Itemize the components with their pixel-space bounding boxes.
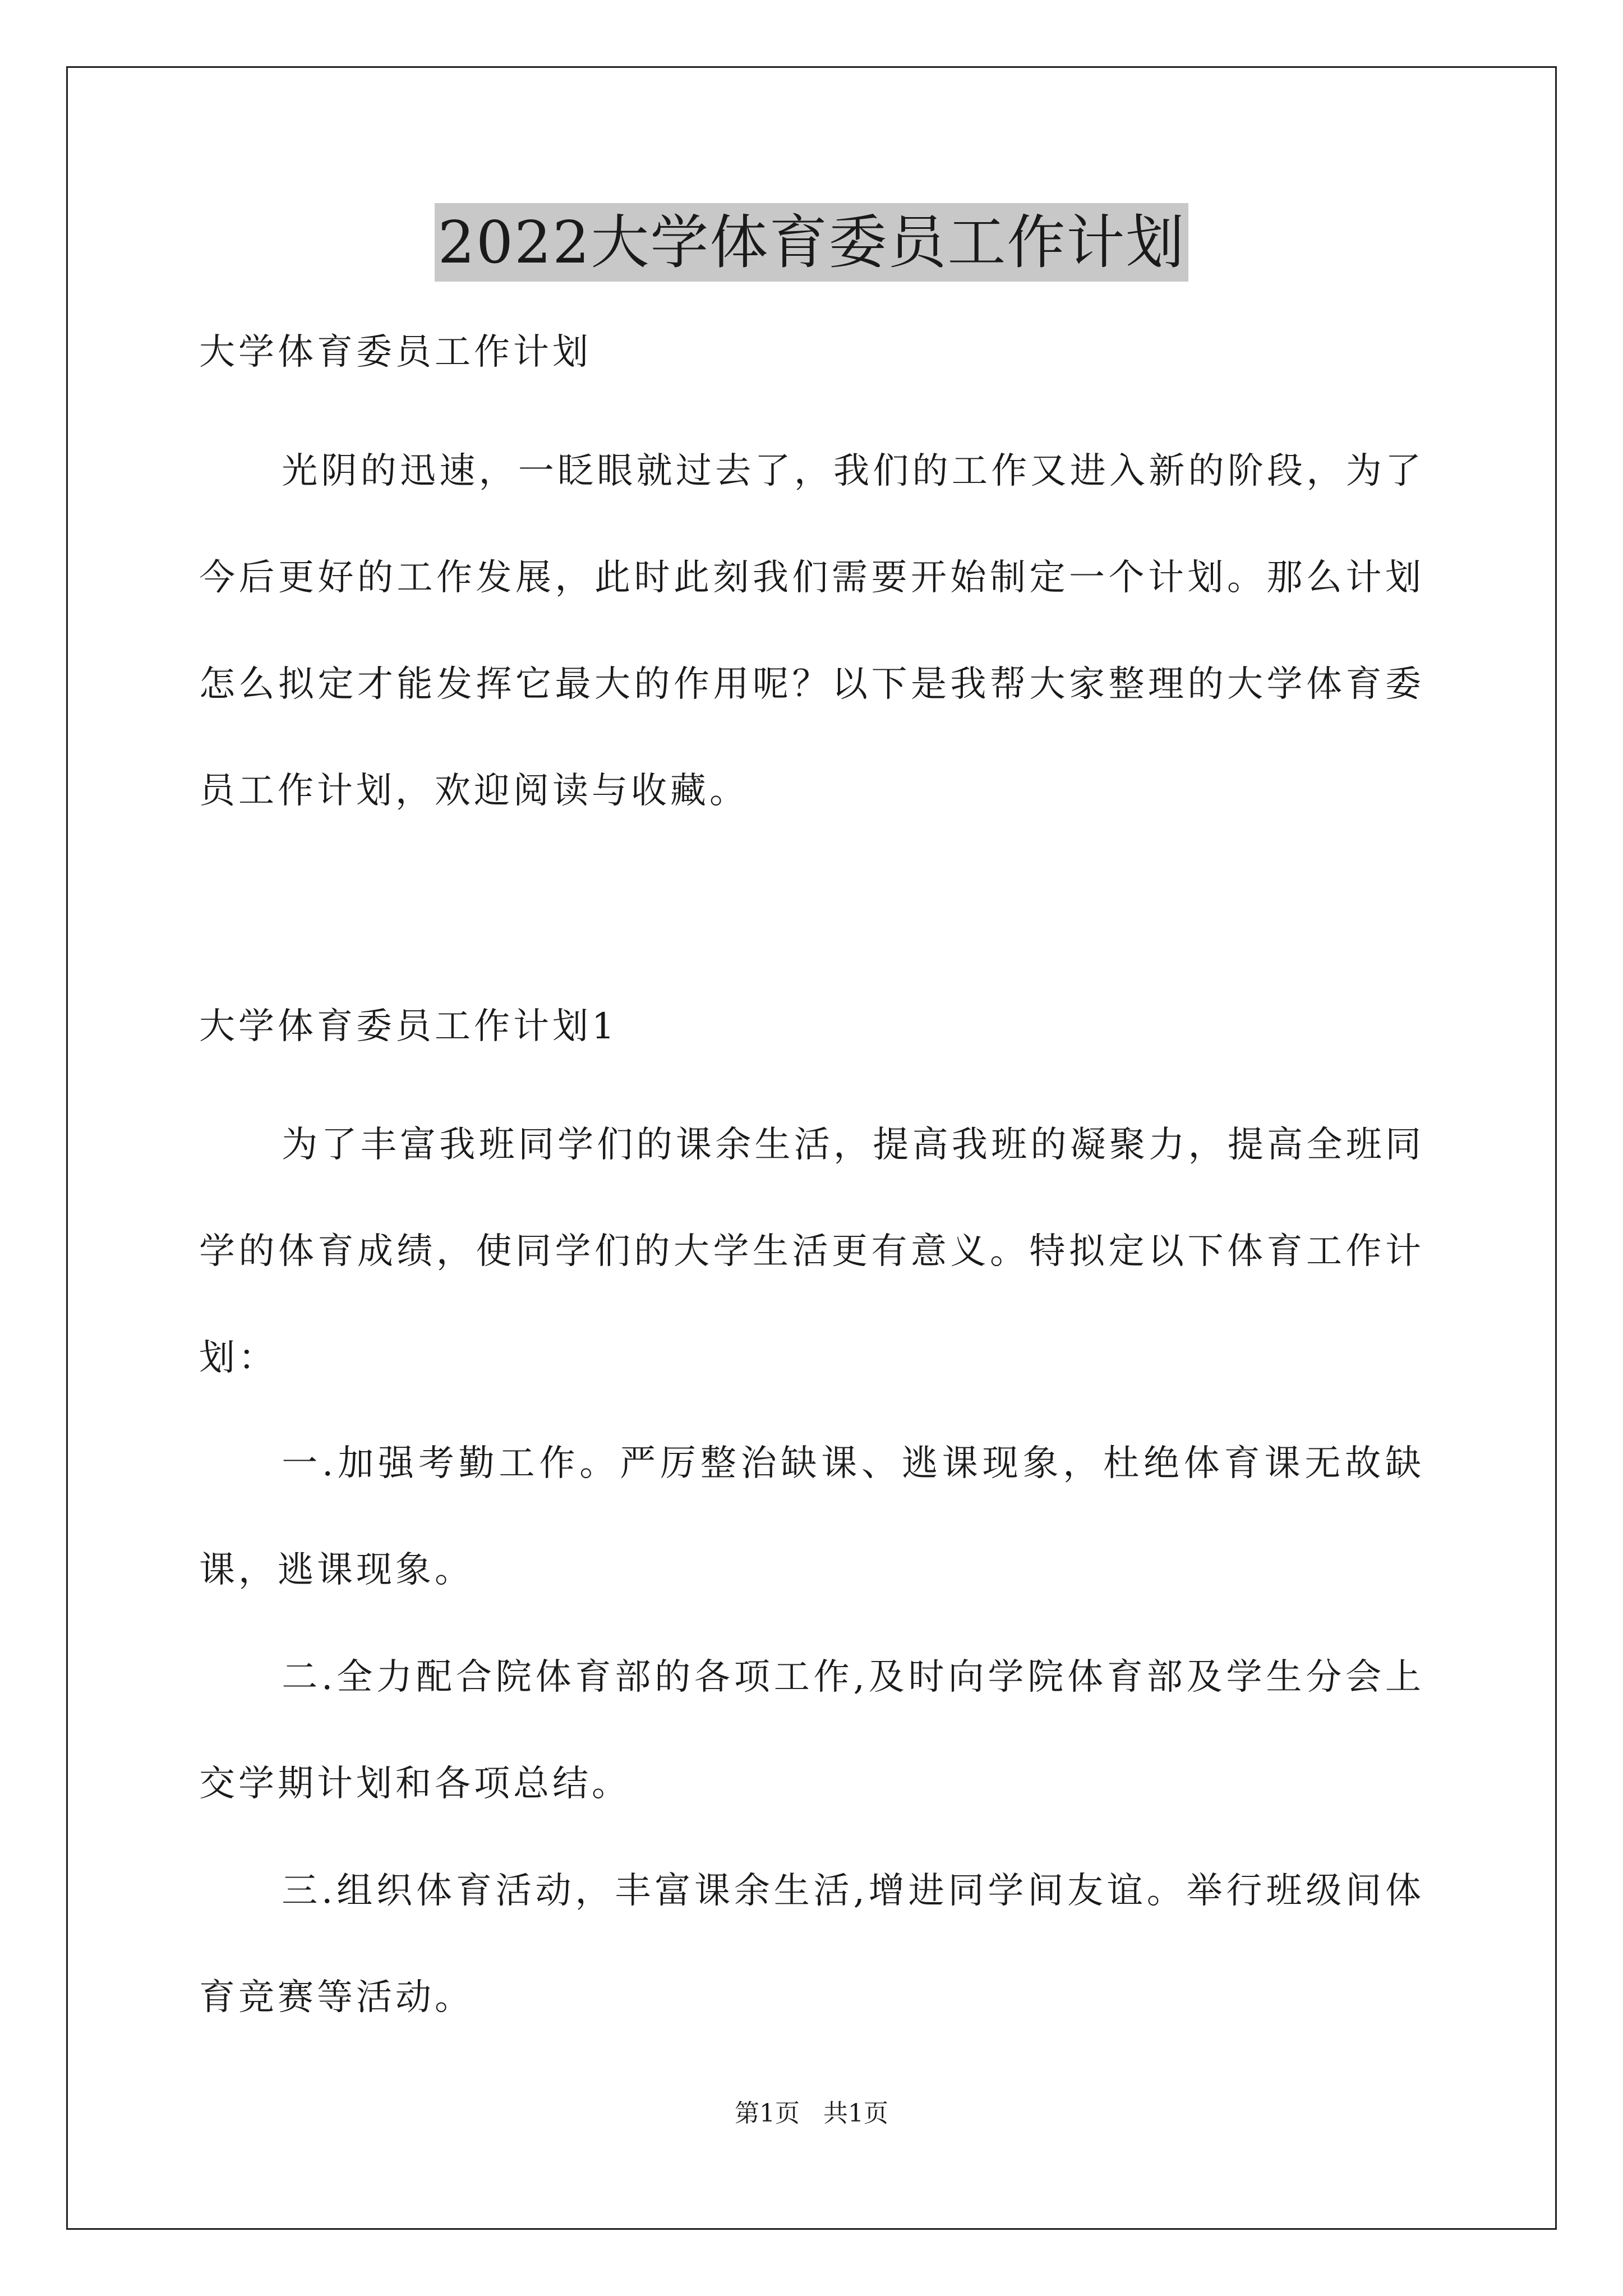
intro-paragraph: 光阴的迅速，一眨眼就过去了，我们的工作又进入新的阶段，为了今后更好的工作发展，此时此刻我们需要开始制定一个计划。那么计划怎么拟定才能发挥它最大的作用呢？以下是我帮大家整理的大学体育委员工作计划，欢迎阅读与收藏。 [199, 450, 1424, 812]
page-footer [0, 2097, 1623, 2131]
title-container [0, 203, 1623, 282]
page-total: 共1页 [823, 2099, 888, 2128]
list-item: 一.加强考勤工作。严厉整治缺课、逃课现象，杜绝体育课无故缺课，逃课现象。 [199, 1443, 1424, 1591]
page-number: 第1页 [735, 2099, 800, 2128]
subtitle: 大学体育委员工作计划 [199, 332, 592, 373]
document-title: 2022大学体育委员工作计划 [435, 203, 1189, 282]
section-heading: 大学体育委员工作计划1 [199, 1006, 618, 1047]
list-item: 二.全力配合院体育部的各项工作,及时向学院体育部及学生分会上交学期计划和各项总结。 [199, 1657, 1424, 1805]
section-intro-paragraph: 为了丰富我班同学们的课余生活，提高我班的凝聚力，提高全班同学的体育成绩，使同学们的大学生活更有意义。特拟定以下体育工作计划： [199, 1124, 1424, 1379]
list-item: 三.组织体育活动，丰富课余生活,增进同学间友谊。举行班级间体育竞赛等活动。 [199, 1870, 1424, 2018]
